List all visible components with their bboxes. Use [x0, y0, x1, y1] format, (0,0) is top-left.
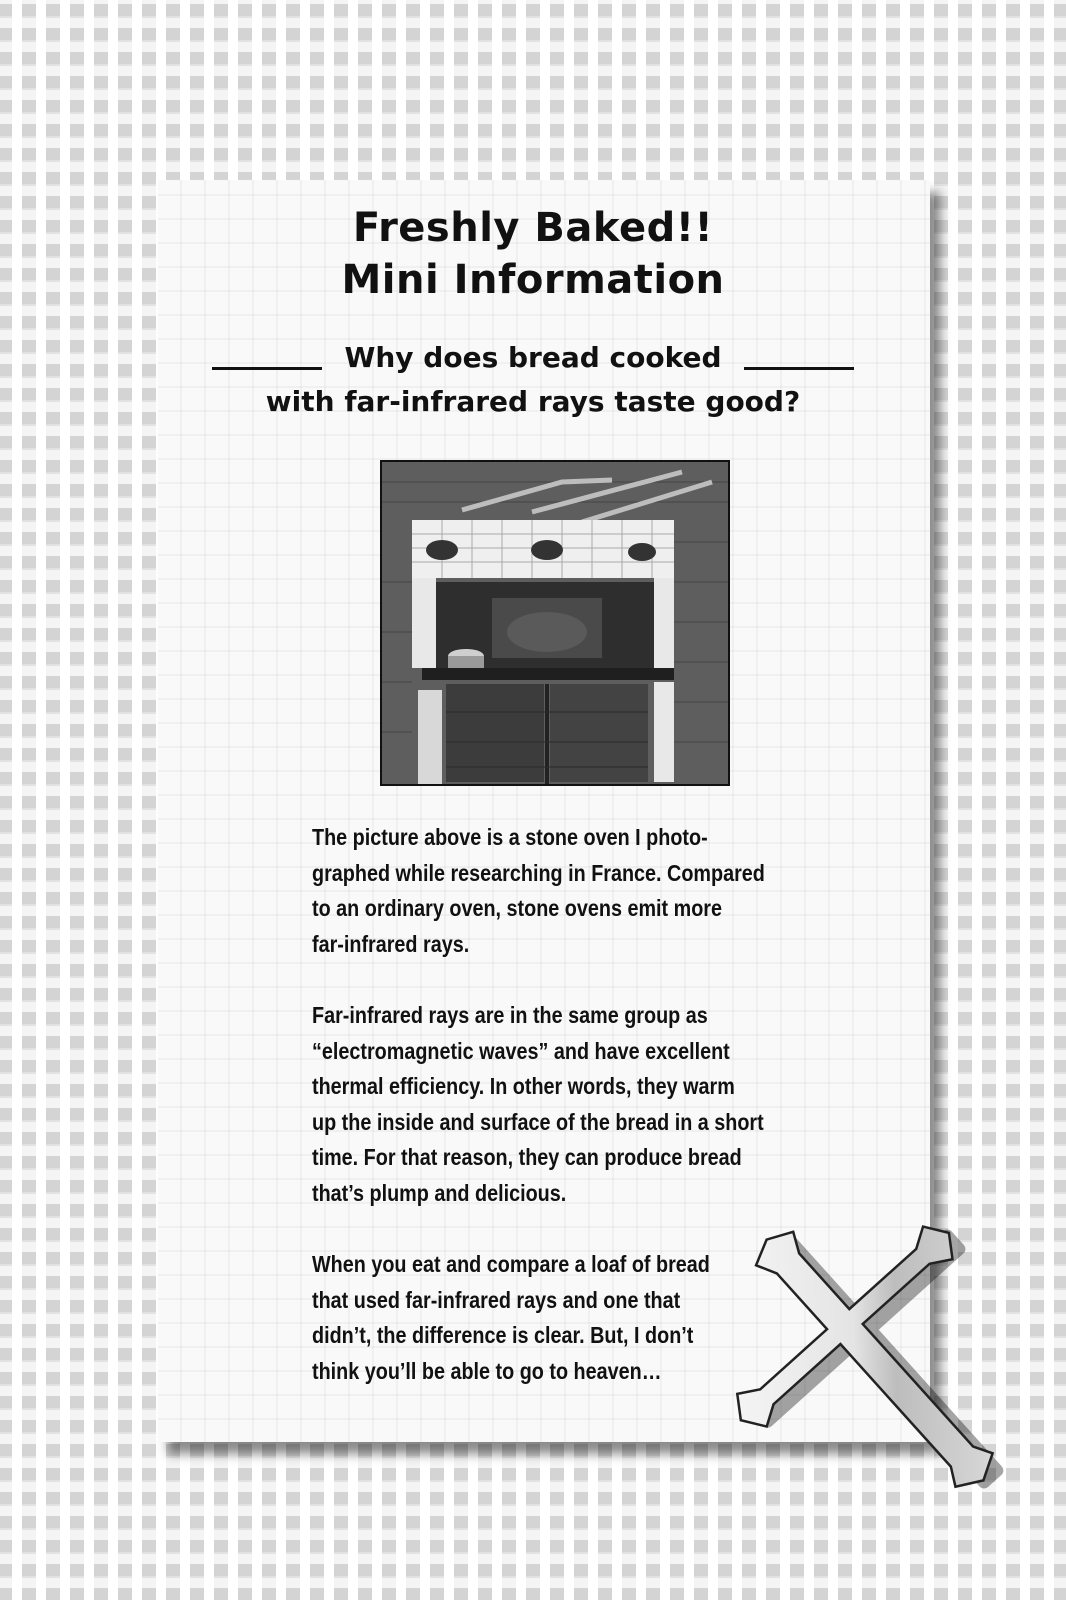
text-line: thermal efficiency. In other words, they warm [312, 1073, 735, 1099]
subtitle-rule-right [744, 367, 854, 370]
subtitle-line-1: Why does bread cooked [344, 341, 722, 374]
paragraph-3 [312, 1247, 759, 1389]
title-line-2: Mini Information [341, 257, 725, 303]
subtitle-line-2: with far-infrared rays taste good? [265, 385, 801, 418]
text-line: that’s plump and delicious. [312, 1179, 567, 1206]
subtitle [0, 336, 1066, 424]
paragraph-2 [312, 998, 764, 1211]
stone-oven-illustration [382, 462, 728, 784]
text-line: graphed while researching in France. Compared [312, 859, 765, 886]
stone-oven-photo [380, 460, 730, 786]
text-line: far-infrared rays. [312, 930, 470, 957]
text-line: up the inside and surface of the bread in a short [312, 1108, 764, 1135]
cross-icon [700, 1190, 1050, 1530]
text-line: that used far-infrared rays and one that [312, 1286, 681, 1313]
text-line: “electromagnetic waves” and have excellent [312, 1037, 730, 1064]
paragraph-1 [312, 820, 765, 962]
page-title [0, 202, 1066, 306]
text-line: The picture above is a stone oven I photo- [312, 824, 708, 850]
text-line: think you’ll be able to go to heaven… [312, 1357, 662, 1384]
text-line: When you eat and compare a loaf of bread [312, 1251, 710, 1277]
text-line: didn’t, the difference is clear. But, I don’t [312, 1322, 694, 1348]
text-line: Far-infrared rays are in the same group as [312, 1002, 708, 1028]
text-line: time. For that reason, they can produce bread [312, 1144, 742, 1170]
text-line: to an ordinary oven, stone ovens emit more [312, 895, 722, 921]
subtitle-rule-left [212, 367, 322, 370]
title-line-1: Freshly Baked!! [352, 205, 714, 251]
